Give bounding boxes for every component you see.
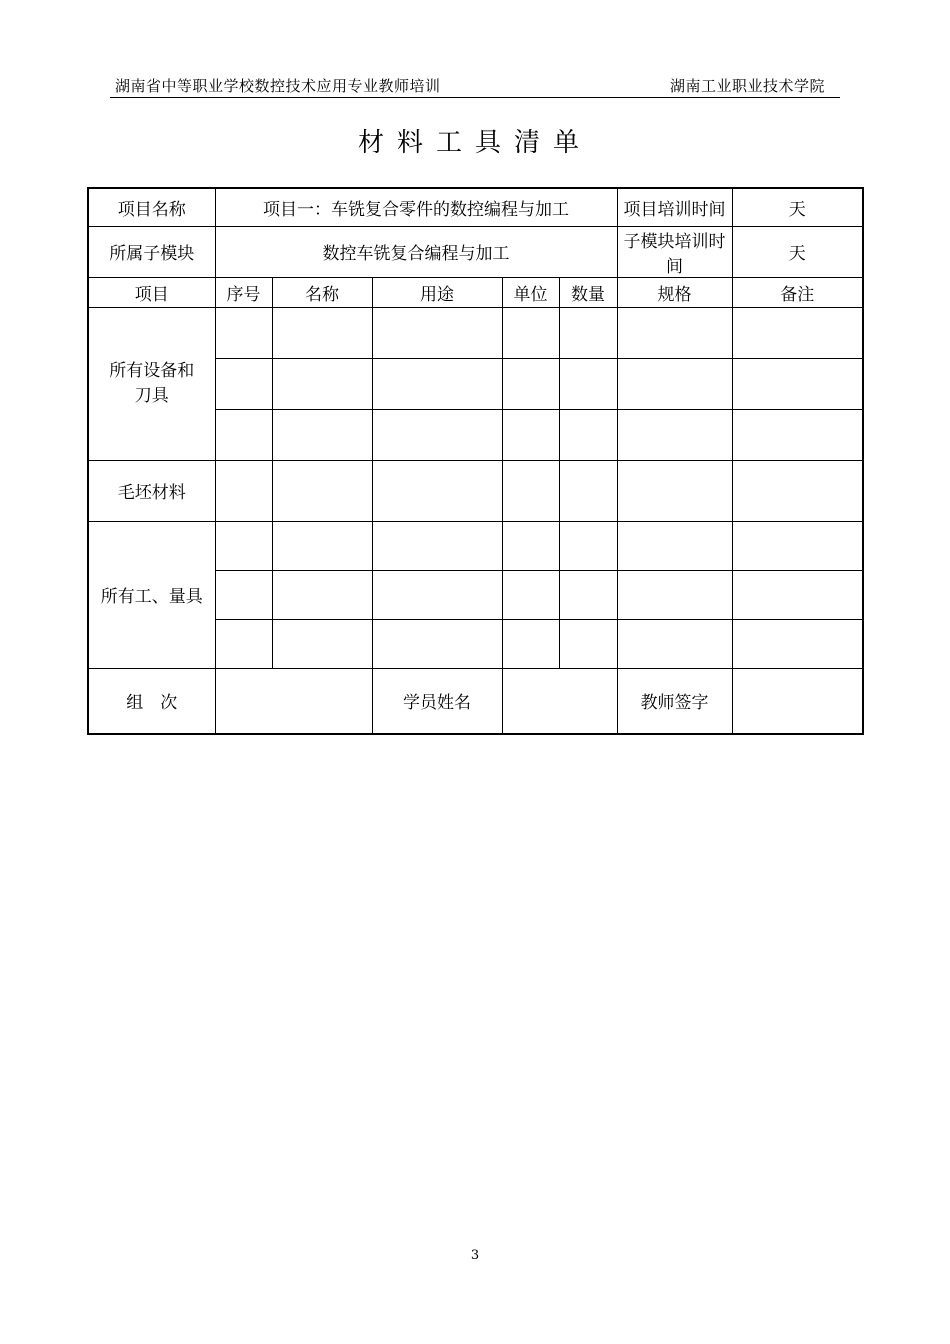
student-name-value-cell[interactable] [502,668,617,734]
project-time-value: 天 [732,188,863,226]
section-blank-material-label: 毛坯材料 [88,460,215,521]
table-row [88,460,863,521]
table-cell[interactable] [617,521,732,570]
col-header-remark: 备注 [732,277,863,307]
table-cell[interactable] [272,521,372,570]
submodule-label: 所属子模块 [88,226,215,277]
project-name-label: 项目名称 [88,188,215,226]
table-cell[interactable] [215,570,272,619]
col-header-quantity: 数量 [559,277,617,307]
col-header-purpose: 用途 [372,277,502,307]
table-cell[interactable] [502,619,559,668]
table-cell[interactable] [559,358,617,409]
table-cell[interactable] [215,521,272,570]
table-cell[interactable] [372,570,502,619]
table-cell[interactable] [215,460,272,521]
table-cell[interactable] [559,619,617,668]
header-left-text: 湖南省中等职业学校数控技术应用专业教师培训 [115,77,441,95]
table-cell[interactable] [732,570,863,619]
student-name-label: 学员姓名 [372,668,502,734]
table-cell[interactable] [372,358,502,409]
table-cell[interactable] [215,619,272,668]
project-time-label: 项目培训时间 [617,188,732,226]
table-cell[interactable] [559,460,617,521]
table-cell[interactable] [272,307,372,358]
submodule-row [88,226,863,277]
group-label: 组 次 [88,668,215,734]
table-cell[interactable] [502,307,559,358]
table-cell[interactable] [372,521,502,570]
table-cell[interactable] [732,358,863,409]
page-number: 3 [470,1248,480,1263]
table-cell[interactable] [617,307,732,358]
table-cell[interactable] [617,358,732,409]
col-header-unit: 单位 [502,277,559,307]
teacher-sign-label: 教师签字 [617,668,732,734]
table-cell[interactable] [502,521,559,570]
submodule-time-label: 子模块培训时间 [617,226,732,277]
table-cell[interactable] [215,409,272,460]
table-cell[interactable] [502,460,559,521]
project-name-row [88,188,863,226]
table-cell[interactable] [617,619,732,668]
table-cell[interactable] [732,409,863,460]
page-title: 材料工具清单 [357,128,592,158]
table-cell[interactable] [732,619,863,668]
header-divider [110,97,840,98]
section-equipment-label: 所有设备和刀具 [88,307,215,460]
table-cell[interactable] [372,409,502,460]
project-name-value: 项目一：车铣复合零件的数控编程与加工 [215,188,617,226]
table-cell[interactable] [617,570,732,619]
table-cell[interactable] [272,409,372,460]
col-header-item: 项目 [88,277,215,307]
table-cell[interactable] [272,358,372,409]
table-cell[interactable] [559,307,617,358]
table-cell[interactable] [732,307,863,358]
table-cell[interactable] [617,460,732,521]
table-cell[interactable] [502,358,559,409]
table-cell[interactable] [372,460,502,521]
section-tools-label: 所有工、量具 [88,521,215,668]
group-value-cell[interactable] [215,668,372,734]
table-cell[interactable] [559,521,617,570]
table-cell[interactable] [272,570,372,619]
table-cell[interactable] [215,307,272,358]
submodule-value: 数控车铣复合编程与加工 [215,226,617,277]
column-header-row [88,277,863,307]
table-cell[interactable] [272,460,372,521]
header-right-text: 湖南工业职业技术学院 [669,77,825,95]
table-cell[interactable] [372,307,502,358]
table-cell[interactable] [502,570,559,619]
table-row [88,521,863,570]
table-row [88,307,863,358]
table-cell[interactable] [372,619,502,668]
signature-row [88,668,863,734]
teacher-sign-value-cell[interactable] [732,668,863,734]
table-cell[interactable] [502,409,559,460]
col-header-index: 序号 [215,277,272,307]
col-header-name: 名称 [272,277,372,307]
table-cell[interactable] [272,619,372,668]
col-header-spec: 规格 [617,277,732,307]
materials-tools-table [87,187,864,735]
table-cell[interactable] [559,409,617,460]
table-cell[interactable] [732,521,863,570]
table-cell[interactable] [617,409,732,460]
table-cell[interactable] [732,460,863,521]
table-cell[interactable] [215,358,272,409]
submodule-time-value: 天 [732,226,863,277]
table-cell[interactable] [559,570,617,619]
